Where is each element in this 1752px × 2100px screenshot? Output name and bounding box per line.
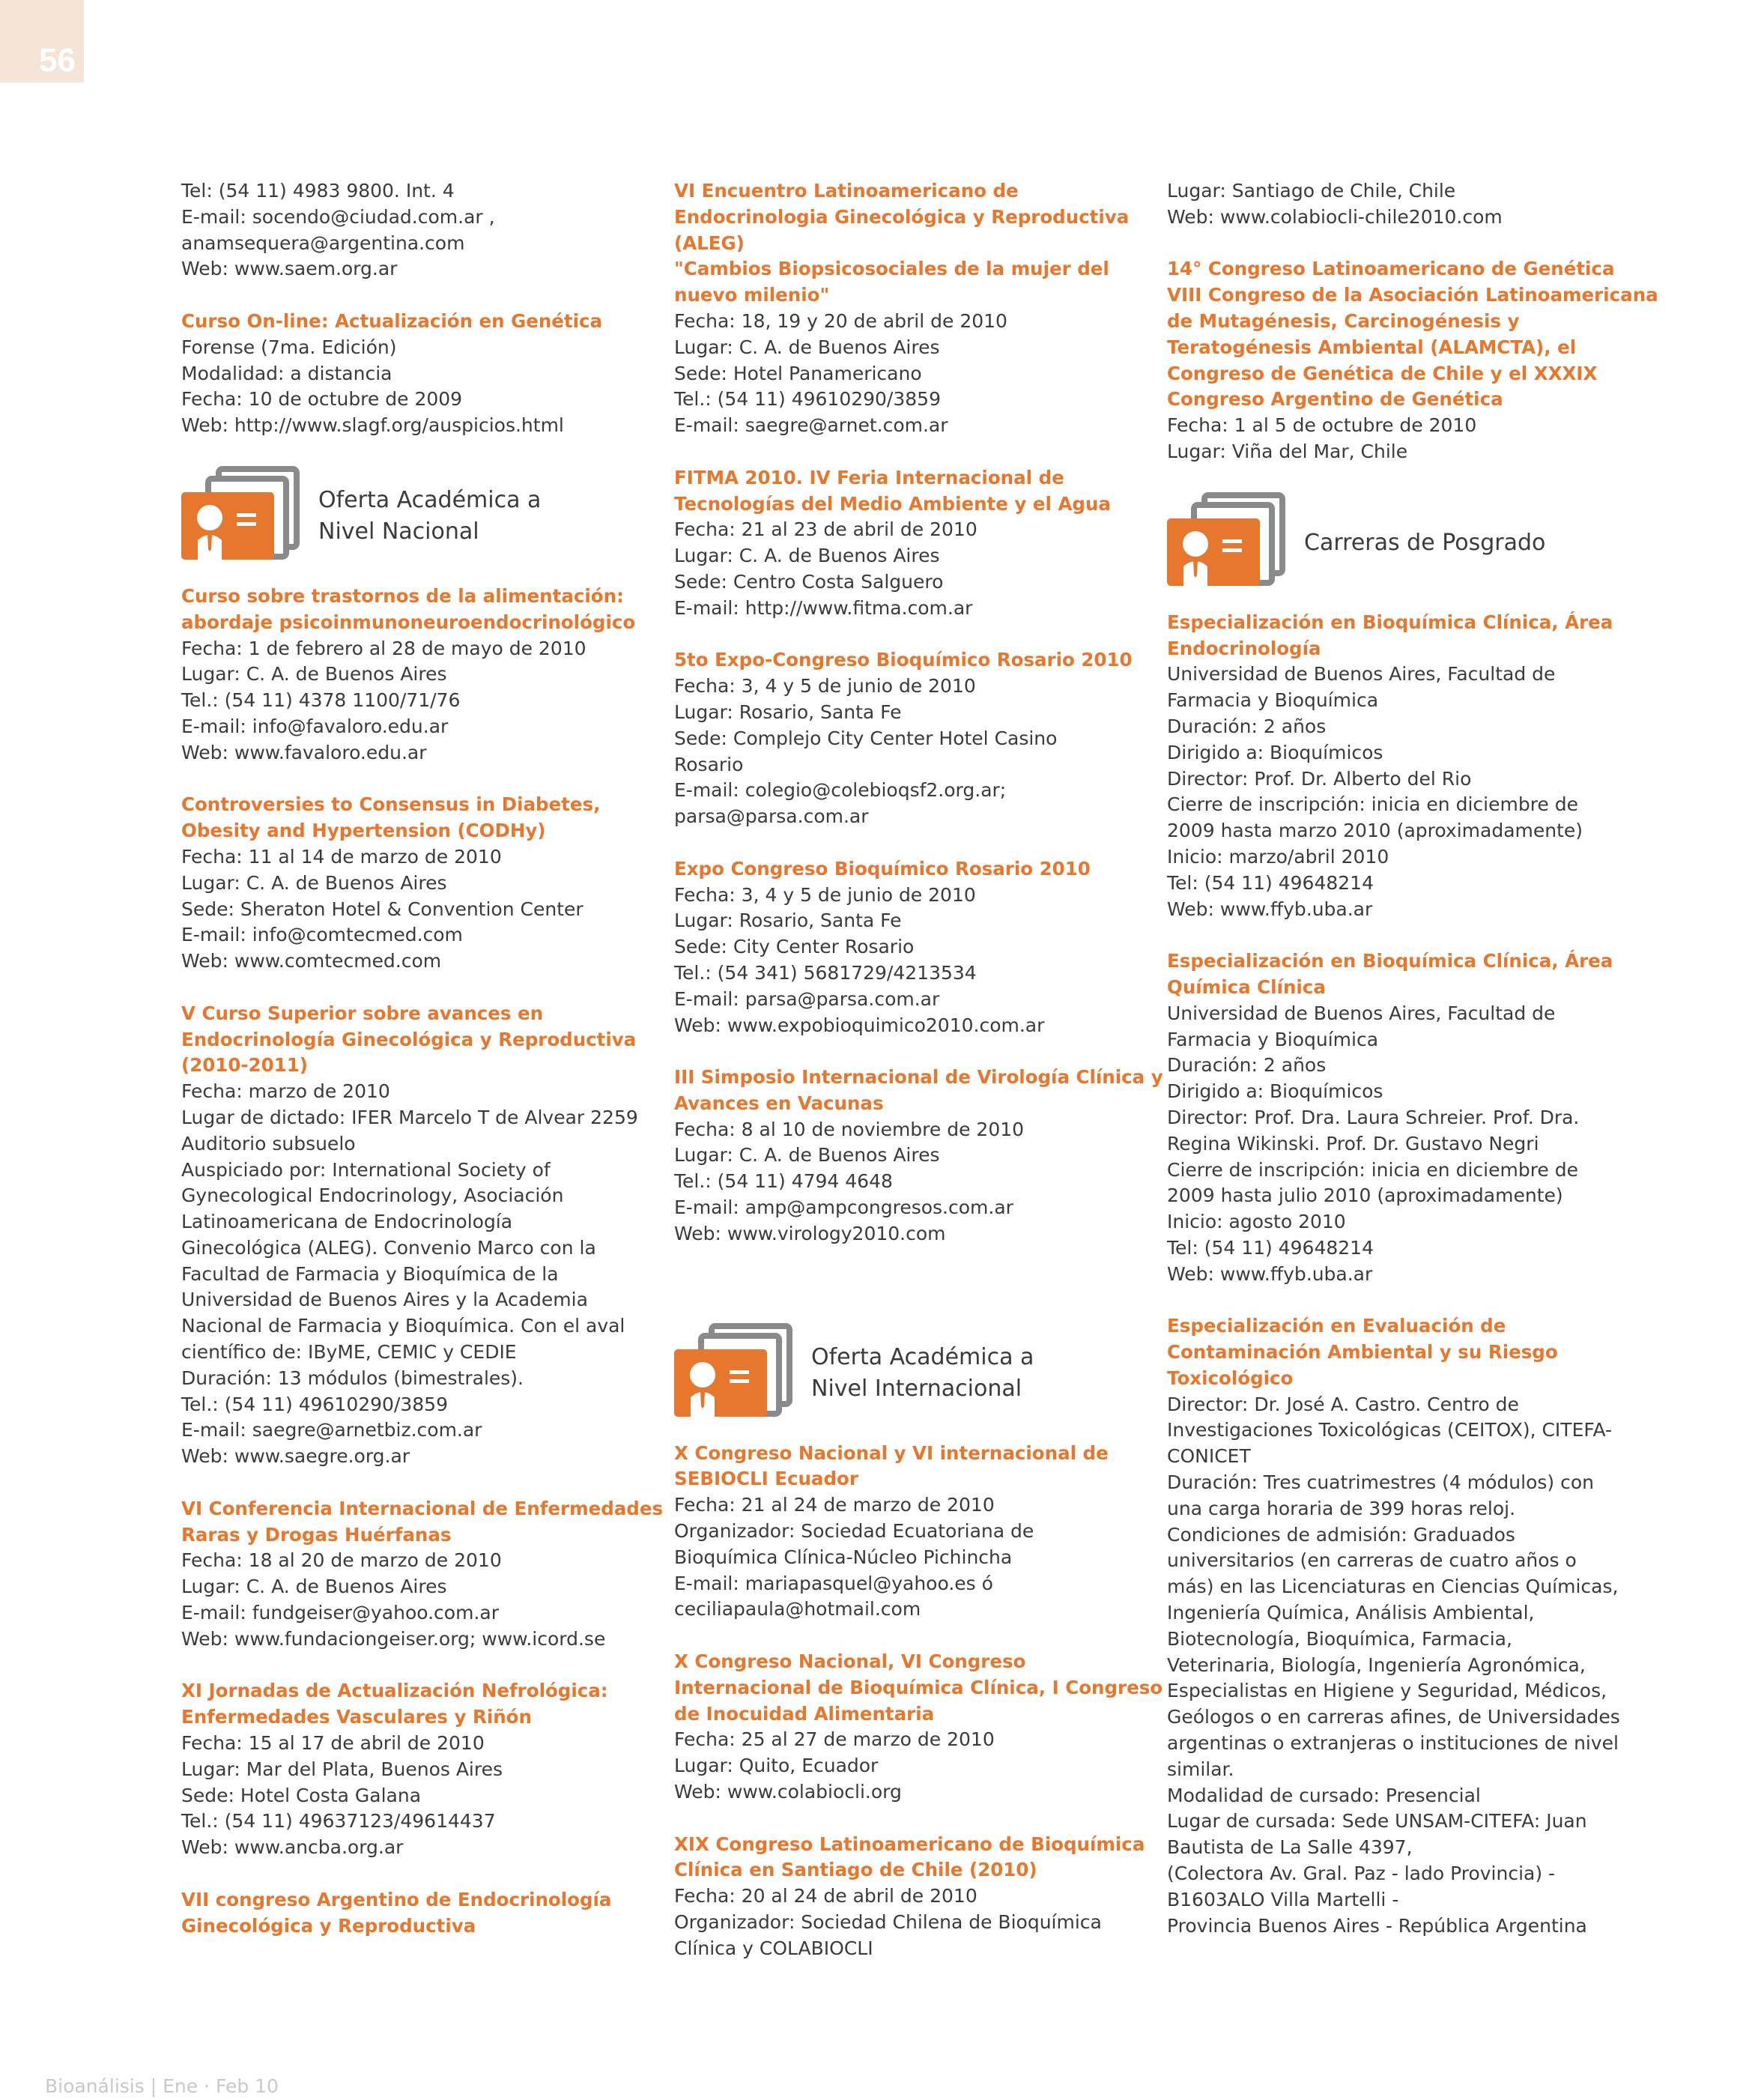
text-line: Sede: Hotel Panamericano	[674, 362, 922, 384]
title-line: Curso sobre trastornos de la alimentación:	[181, 584, 624, 607]
event-entry	[1167, 256, 1658, 465]
event-details	[1167, 413, 1616, 465]
event-entry	[181, 584, 636, 766]
text-line: Carreras de Posgrado	[1304, 529, 1546, 556]
event-entry	[674, 1441, 1124, 1624]
text-line: Web: www.fundaciongeiser.org; www.icord.se	[181, 1627, 606, 1650]
title-line: "Cambios Biopsicosociales de la mujer del	[674, 258, 1109, 280]
text-line: Provincia Buenos Aires - República Argentina	[1167, 1914, 1587, 1937]
text-line: Fecha: 15 al 17 de abril de 2010	[181, 1732, 485, 1755]
text-line: Dirigido a: Bioquímicos	[1167, 741, 1383, 763]
section-header-posgrado	[1167, 491, 1616, 589]
text-line: Condiciones de admisión: Graduados	[1167, 1523, 1515, 1546]
text-line: (Colectora Av. Gral. Paz - lado Provincia) -	[1167, 1863, 1556, 1885]
text-line: Fecha: marzo de 2010	[181, 1080, 390, 1103]
event-details	[674, 1883, 1124, 1961]
event-details	[181, 1548, 631, 1652]
title-line: nuevo milenio"	[674, 284, 830, 306]
text-line: Auspiciado por: International Society of	[181, 1158, 551, 1181]
text-line: Director: Prof. Dr. Alberto del Rio	[1167, 767, 1472, 790]
title-line: VII congreso Argentino de Endocrinología	[181, 1888, 612, 1910]
text-line: Modalidad de cursado: Presencial	[1167, 1784, 1481, 1806]
text-line: B1603ALO Villa Martelli -	[1167, 1888, 1399, 1910]
contact-block	[181, 178, 631, 282]
text-line: Lugar: C. A. de Buenos Aires	[674, 336, 940, 358]
event-entry	[674, 1065, 1163, 1247]
text-line: E-mail: info@comtecmed.com	[181, 924, 463, 946]
text-line: Fecha: 25 al 27 de marzo de 2010	[674, 1728, 995, 1751]
title-line: VI Conferencia Internacional de Enfermedades	[181, 1497, 664, 1519]
event-entry	[674, 647, 1133, 830]
text-line: Rosario	[674, 753, 744, 775]
title-line: Tecnologías del Medio Ambiente y el Agua	[674, 492, 1111, 515]
text-line: Sede: Sheraton Hotel & Convention Center	[181, 898, 584, 920]
text-line: E-mail: saegre@arnet.com.ar	[674, 414, 948, 437]
title-line: Curso On-line: Actualización en Genética	[181, 309, 603, 332]
text-line: Web: http://www.slagf.org/auspicios.html	[181, 414, 564, 437]
footer-publication: Bioanálisis | Ene · Feb 10	[45, 2075, 279, 2097]
event-title	[674, 465, 1124, 518]
event-details	[674, 883, 1124, 1039]
event-title	[1167, 948, 1616, 1001]
text-line: Geólogos o en carreras afines, de Universidades	[1167, 1706, 1620, 1728]
event-title	[674, 1649, 1163, 1727]
event-entry	[181, 1678, 631, 1861]
text-line: Ingeniería Química, Análisis Ambiental,	[1167, 1602, 1535, 1624]
text-line: E-mail: mariapasquel@yahoo.es ó	[674, 1572, 993, 1594]
text-line: Lugar: C. A. de Buenos Aires	[181, 663, 447, 686]
event-entry	[181, 792, 631, 975]
section-header-nacional	[181, 465, 631, 563]
text-line: E-mail: info@favaloro.edu.ar	[181, 715, 449, 737]
event-entry	[674, 178, 1130, 439]
text-line: Fecha: 18, 19 y 20 de abril de 2010	[674, 309, 1007, 332]
text-line: Universidad de Buenos Aires y la Academia	[181, 1289, 588, 1311]
text-line: Web: www.comtecmed.com	[181, 950, 442, 972]
text-line: Lugar de dictado: IFER Marcelo T de Alvear 2259	[181, 1106, 638, 1128]
title-line: Endocrinología	[1167, 637, 1321, 659]
text-line: Investigaciones Toxicológicas (CEITOX), CITEFA-	[1167, 1419, 1613, 1441]
event-title	[674, 1832, 1145, 1884]
text-line: Tel.: (54 11) 49610290/3859	[674, 388, 941, 411]
text-line: Web: www.ancba.org.ar	[181, 1836, 404, 1859]
text-line: E-mail: colegio@colebioqsf2.org.ar;	[674, 779, 1007, 802]
text-line: Bioquímica Clínica-Núcleo Pichincha	[674, 1546, 1013, 1568]
event-details	[181, 844, 631, 975]
text-line: parsa@parsa.com.ar	[674, 805, 869, 828]
text-line: Inicio: agosto 2010	[1167, 1211, 1346, 1233]
event-title	[1167, 1313, 1616, 1391]
event-details	[674, 1492, 1124, 1623]
presentation-icon	[1167, 491, 1287, 589]
presentation-icon	[674, 1322, 794, 1420]
title-line: Clínica en Santiago de Chile (2010)	[674, 1859, 1037, 1881]
text-line: Universidad de Buenos Aires, Facultad de	[1167, 663, 1556, 686]
text-line: Lugar: Quito, Ecuador	[674, 1755, 879, 1777]
title-line: X Congreso Nacional y VI internacional de	[674, 1441, 1109, 1464]
event-title	[1167, 610, 1616, 662]
text-line: Tel: (54 11) 4983 9800. Int. 4	[181, 180, 455, 202]
title-line: Avances en Vacunas	[674, 1092, 884, 1114]
text-line: Web: www.favaloro.edu.ar	[181, 741, 427, 763]
text-line: más) en las Licenciaturas en Ciencias Químicas,	[1167, 1576, 1619, 1598]
title-line: Obesity and Hypertension (CODHy)	[181, 820, 546, 842]
text-line: Director: Dr. José A. Castro. Centro de	[1167, 1393, 1519, 1415]
event-entry	[181, 1887, 631, 1940]
text-line: Lugar: Rosario, Santa Fe	[674, 910, 902, 932]
title-line: SEBIOCLI Ecuador	[674, 1468, 858, 1490]
text-line: similar.	[1167, 1758, 1234, 1780]
event-entry	[181, 1496, 664, 1653]
text-line: Dirigido a: Bioquímicos	[1167, 1080, 1383, 1103]
text-line: Fecha: 11 al 14 de marzo de 2010	[181, 845, 502, 868]
text-line: Lugar: C. A. de Buenos Aires	[674, 1144, 940, 1167]
text-line: Inicio: marzo/abril 2010	[1167, 845, 1389, 868]
event-title	[674, 1065, 1163, 1117]
title-line: VIII Congreso de la Asociación Latinoamericana	[1167, 284, 1658, 306]
text-line: E-mail: socendo@ciudad.com.ar ,	[181, 205, 495, 228]
text-line: Fecha: 21 al 23 de abril de 2010	[674, 518, 977, 541]
event-entry	[674, 465, 1124, 622]
text-line: Web: www.saem.org.ar	[181, 258, 398, 280]
text-line: Duración: 2 años	[1167, 1054, 1327, 1077]
event-title	[674, 178, 1130, 309]
title-line: Especialización en Evaluación de	[1167, 1315, 1506, 1337]
text-line: Tel: (54 11) 49648214	[1167, 871, 1374, 894]
text-line: 2009 hasta marzo 2010 (aproximadamente)	[1167, 820, 1583, 842]
title-line: XI Jornadas de Actualización Nefrológica:	[181, 1680, 608, 1702]
event-details	[674, 1727, 1124, 1805]
text-line: Forense (7ma. Edición)	[181, 336, 397, 358]
text-line: Gynecological Endocrinology, Asociación	[181, 1184, 564, 1207]
event-title	[181, 584, 636, 636]
text-line: E-mail: http://www.fitma.com.ar	[674, 596, 973, 619]
text-line: Facultad de Farmacia y Bioquímica de la	[181, 1262, 559, 1285]
title-line: Internacional de Bioquímica Clínica, I Congreso	[674, 1676, 1163, 1698]
title-line: Especialización en Bioquímica Clínica, Área	[1167, 950, 1613, 972]
title-line: VI Encuentro Latinoamericano de	[674, 180, 1019, 202]
text-line: Oferta Académica a	[318, 486, 542, 513]
event-details	[181, 1731, 631, 1861]
text-line: Sede: Complejo City Center Hotel Casino	[674, 727, 1058, 749]
text-line: Biotecnología, Bioquímica, Farmacia,	[1167, 1627, 1512, 1650]
text-line: E-mail: fundgeiser@yahoo.com.ar	[181, 1602, 499, 1624]
text-line: Web: www.ffyb.uba.ar	[1167, 1262, 1373, 1285]
text-line: Nacional de Farmacia y Bioquímica. Con el aval	[181, 1315, 625, 1337]
text-line: Cierre de inscripción: inicia en diciembre de	[1167, 1158, 1579, 1181]
title-line: de Mutagénesis, Carcinogénesis y	[1167, 309, 1520, 332]
event-title	[674, 647, 1133, 674]
event-entry	[1167, 610, 1616, 923]
text-line: Lugar: Rosario, Santa Fe	[674, 700, 902, 723]
text-line: Fecha: 3, 4 y 5 de junio de 2010	[674, 883, 976, 906]
text-line: Organizador: Sociedad Chilena de Bioquímica	[674, 1911, 1102, 1934]
event-entry	[181, 309, 631, 439]
section-title	[1304, 527, 1545, 559]
text-line: argentinas o extranjeras o instituciones de nivel	[1167, 1732, 1619, 1755]
text-line: Sede: City Center Rosario	[674, 936, 915, 958]
title-line: 14° Congreso Latinoamericano de Genética	[1167, 258, 1615, 280]
event-title	[674, 856, 1124, 883]
title-line: de Inocuidad Alimentaria	[674, 1702, 935, 1725]
text-line: Modalidad: a distancia	[181, 362, 392, 384]
text-line: universitarios (en carreras de cuatro años o	[1167, 1549, 1577, 1572]
text-line: Fecha: 1 al 5 de octubre de 2010	[1167, 414, 1477, 437]
event-title	[181, 309, 631, 335]
page-number-box	[0, 0, 84, 82]
text-line: Lugar: C. A. de Buenos Aires	[674, 545, 940, 567]
text-line: Latinoamericana de Endocrinología	[181, 1211, 513, 1233]
event-entry	[674, 1649, 1163, 1806]
text-line: Lugar: Santiago de Chile, Chile	[1167, 180, 1456, 202]
title-line: Endocrinología Ginecológica y Reproductiva	[181, 1028, 637, 1050]
title-line: Toxicológico	[1167, 1367, 1294, 1389]
event-entry	[674, 1832, 1145, 1962]
event-details	[181, 335, 631, 439]
title-line: XIX Congreso Latinoamericano de Bioquímica	[674, 1833, 1145, 1855]
text-line: Fecha: 1 de febrero al 28 de mayo de 2010	[181, 637, 586, 659]
title-line: Raras y Drogas Huérfanas	[181, 1523, 452, 1546]
column-3	[1167, 178, 1658, 1939]
text-line: Sede: Centro Costa Salguero	[674, 570, 944, 593]
text-line: científico de: IByME, CEMIC y CEDIE	[181, 1341, 517, 1364]
text-line: Bautista de La Salle 4397,	[1167, 1836, 1413, 1859]
text-line: Fecha: 18 al 20 de marzo de 2010	[181, 1549, 502, 1572]
title-line: Ginecológica y Reproductiva	[181, 1914, 476, 1937]
title-line: III Simposio Internacional de Virología Clínica y	[674, 1066, 1163, 1089]
title-line: Endocrinologia Ginecológica y Reproductiva	[674, 205, 1130, 228]
text-line: Tel.: (54 341) 5681729/4213534	[674, 961, 977, 984]
text-line: Veterinaria, Biología, Ingeniería Agronómica,	[1167, 1653, 1586, 1676]
text-line: Web: www.ffyb.uba.ar	[1167, 898, 1373, 920]
text-line: Farmacia y Bioquímica	[1167, 1028, 1379, 1050]
event-details	[181, 1079, 638, 1470]
title-line: Química Clínica	[1167, 975, 1326, 998]
event-title	[181, 1001, 637, 1079]
presentation-icon	[181, 465, 301, 563]
text-line: Web: www.saegre.org.ar	[181, 1445, 410, 1468]
text-line: Nivel Internacional	[811, 1375, 1022, 1402]
event-title	[674, 1441, 1124, 1493]
title-line: 5to Expo-Congreso Bioquímico Rosario 2010	[674, 649, 1133, 671]
event-entry	[1167, 948, 1616, 1287]
text-line: Web: www.colabiocli-chile2010.com	[1167, 205, 1503, 228]
event-details	[181, 636, 631, 766]
title-line: Expo Congreso Bioquímico Rosario 2010	[674, 857, 1091, 880]
title-line: Especialización en Bioquímica Clínica, Área	[1167, 611, 1613, 633]
text-line: Duración: Tres cuatrimestres (4 módulos) con	[1167, 1471, 1594, 1494]
text-line: Tel: (54 11) 49648214	[1167, 1236, 1374, 1259]
text-line: una carga horaria de 399 horas reloj.	[1167, 1497, 1516, 1519]
page-number: 56	[39, 42, 76, 79]
title-line: Congreso Argentino de Genética	[1167, 388, 1503, 411]
text-line: Web: www.colabiocli.org	[674, 1781, 902, 1803]
text-line: Lugar: C. A. de Buenos Aires	[181, 871, 447, 894]
text-line: Lugar de cursada: Sede UNSAM-CITEFA: Juan	[1167, 1810, 1587, 1833]
column-1	[181, 178, 664, 1939]
event-details	[674, 309, 1124, 439]
text-line: Fecha: 21 al 24 de marzo de 2010	[674, 1494, 995, 1516]
text-line: Farmacia y Bioquímica	[1167, 689, 1379, 712]
text-line: 2009 hasta julio 2010 (aproximadamente)	[1167, 1184, 1563, 1207]
text-line: Web: www.virology2010.com	[674, 1222, 946, 1244]
text-line: Ginecológica (ALEG). Convenio Marco con la	[181, 1236, 596, 1259]
title-line: Teratogénesis Ambiental (ALAMCTA), el	[1167, 336, 1577, 358]
text-line: Duración: 13 módulos (bimestrales).	[181, 1367, 524, 1389]
event-details	[1167, 1392, 1620, 1940]
title-line: (2010-2011)	[181, 1054, 308, 1077]
text-line: Fecha: 20 al 24 de abril de 2010	[674, 1885, 977, 1907]
text-line: Web: www.expobioquimico2010.com.ar	[674, 1014, 1045, 1036]
text-line: Sede: Hotel Costa Galana	[181, 1784, 422, 1806]
event-entry	[1167, 1313, 1620, 1939]
text-line: anamsequera@argentina.com	[181, 232, 465, 254]
event-title	[181, 1678, 631, 1731]
event-title	[181, 792, 631, 844]
title-line: abordaje psicoinmunoneuroendocrinológico	[181, 611, 636, 633]
title-line: Enfermedades Vasculares y Riñón	[181, 1706, 532, 1728]
text-line: Fecha: 8 al 10 de noviembre de 2010	[674, 1118, 1025, 1140]
section-title	[811, 1342, 1034, 1405]
text-line: Lugar: Mar del Plata, Buenos Aires	[181, 1758, 503, 1780]
text-line: Fecha: 10 de octubre de 2009	[181, 388, 463, 411]
title-line: FITMA 2010. IV Feria Internacional de	[674, 466, 1064, 488]
text-line: Tel.: (54 11) 49637123/49614437	[181, 1810, 496, 1833]
text-line: Lugar: Viña del Mar, Chile	[1167, 440, 1408, 462]
section-title	[318, 485, 541, 548]
event-title	[181, 1887, 631, 1940]
event-entry	[674, 856, 1124, 1039]
text-line: Tel.: (54 11) 49610290/3859	[181, 1393, 448, 1415]
title-line: Controversies to Consensus in Diabetes,	[181, 793, 601, 816]
text-line: Director: Prof. Dra. Laura Schreier. Prof. Dra.	[1167, 1106, 1580, 1128]
text-line: Oferta Académica a	[811, 1343, 1034, 1370]
text-line: Clínica y COLABIOCLI	[674, 1937, 873, 1959]
text-line: Organizador: Sociedad Ecuatoriana de	[674, 1520, 1034, 1543]
title-line: X Congreso Nacional, VI Congreso	[674, 1650, 1026, 1673]
event-title	[181, 1496, 664, 1549]
event-details	[674, 674, 1124, 830]
text-line: Fecha: 3, 4 y 5 de junio de 2010	[674, 675, 976, 698]
text-line: Tel.: (54 11) 4378 1100/71/76	[181, 689, 461, 712]
text-line: Cierre de inscripción: inicia en diciembre de	[1167, 793, 1579, 816]
text-line: CONICET	[1167, 1445, 1251, 1468]
column-2	[674, 178, 1163, 1962]
text-line: Auditorio subsuelo	[181, 1132, 356, 1155]
text-line: Nivel Nacional	[318, 518, 479, 545]
event-details	[1167, 1001, 1616, 1288]
text-line: ceciliapaula@hotmail.com	[674, 1598, 921, 1621]
text-line: Duración: 2 años	[1167, 715, 1327, 737]
event-details	[1167, 662, 1616, 922]
event-details-continued	[1167, 178, 1616, 231]
text-line: Lugar: C. A. de Buenos Aires	[181, 1576, 447, 1598]
text-line: E-mail: parsa@parsa.com.ar	[674, 987, 940, 1010]
text-line: E-mail: saegre@arnetbiz.com.ar	[181, 1419, 482, 1441]
event-details	[674, 1117, 1124, 1247]
title-line: V Curso Superior sobre avances en	[181, 1002, 544, 1024]
text-line: Regina Wikinski. Prof. Dr. Gustavo Negri	[1167, 1132, 1539, 1155]
text-line: Tel.: (54 11) 4794 4648	[674, 1170, 893, 1193]
title-line: Congreso de Genética de Chile y el XXXIX	[1167, 362, 1598, 384]
event-title	[1167, 256, 1658, 413]
event-details	[674, 517, 1124, 621]
text-line: E-mail: amp@ampcongresos.com.ar	[674, 1196, 1013, 1219]
event-entry	[181, 1001, 638, 1470]
section-header-internacional	[674, 1322, 1124, 1420]
text-line: Universidad de Buenos Aires, Facultad de	[1167, 1002, 1556, 1024]
title-line: Contaminación Ambiental y su Riesgo	[1167, 1341, 1558, 1364]
title-line: (ALEG)	[674, 232, 745, 254]
text-line: Especialistas en Higiene y Seguridad, Médicos,	[1167, 1680, 1607, 1702]
